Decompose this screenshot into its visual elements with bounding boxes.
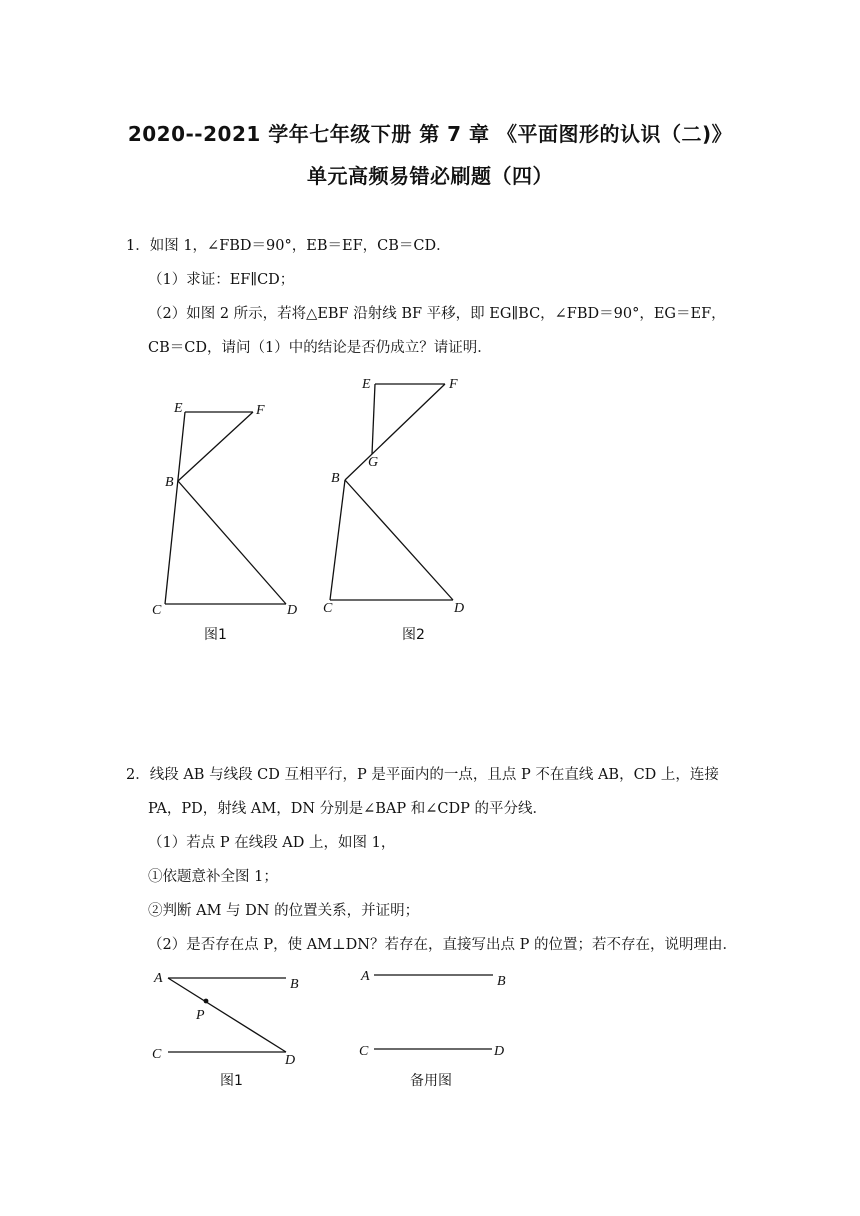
- q2-stem-line2: PA，PD，射线 AM，DN 分别是∠BAP 和∠CDP 的平分线．: [148, 801, 548, 817]
- label-B: B: [331, 471, 340, 486]
- label-C: C: [152, 603, 162, 618]
- label-B: B: [290, 977, 299, 992]
- q1-figure-1: [150, 390, 320, 650]
- segment-EC: [165, 412, 185, 604]
- q2-part2: （2）是否存在点 P，使 AM⊥DN？若存在，直接写出点 P 的位置；若不存在，说明理由．: [148, 937, 737, 953]
- label-D: D: [454, 601, 465, 616]
- caption-fig1: 图1: [220, 1073, 243, 1089]
- segment-FB: [178, 412, 253, 481]
- label-F: F: [256, 403, 265, 418]
- label-D: D: [287, 603, 298, 618]
- caption-backup: 备用图: [410, 1073, 452, 1089]
- segment-BD: [345, 480, 453, 600]
- q2-part1: （1）若点 P 在线段 AD 上，如图 1，: [148, 835, 396, 851]
- point-P: [204, 999, 209, 1004]
- segment-FB: [345, 384, 445, 480]
- segment-EG: [372, 384, 375, 454]
- q1-part2-line1: （2）如图 2 所示，若将△EBF 沿射线 BF 平移，即 EG∥BC，∠FBD＝90°，EG＝EF，: [148, 306, 726, 322]
- segment-AD: [168, 978, 286, 1052]
- page-title-line1: 2020--2021 学年七年级下册 第 7 章 《平面图形的认识（二)》: [127, 122, 733, 146]
- label-C: C: [323, 601, 333, 616]
- label-D: D: [285, 1053, 296, 1068]
- page-title-line2: 单元高频易错必刷题（四）: [307, 164, 553, 188]
- q1-figure-2: [320, 370, 480, 650]
- segment-BD: [178, 481, 286, 604]
- label-C: C: [359, 1044, 369, 1059]
- label-A: A: [361, 969, 370, 984]
- q2-backup-figure: [355, 966, 525, 1096]
- label-E: E: [362, 377, 371, 392]
- label-A: A: [154, 971, 163, 986]
- q2-sub1: ①依题意补全图 1；: [148, 869, 278, 885]
- label-E: E: [174, 401, 183, 416]
- q1-part1: （1）求证：EF∥CD；: [148, 272, 295, 288]
- label-F: F: [449, 377, 458, 392]
- caption-fig2: 图2: [402, 627, 425, 643]
- label-G: G: [368, 455, 379, 470]
- label-B: B: [165, 475, 174, 490]
- q2-stem-line1: 2．线段 AB 与线段 CD 互相平行，P 是平面内的一点，且点 P 不在直线 AB，CD 上，连接: [126, 767, 719, 783]
- q2-figure-1: [150, 966, 320, 1096]
- segment-BC: [330, 480, 345, 600]
- caption-fig1: 图1: [204, 627, 227, 643]
- label-C: C: [152, 1047, 162, 1062]
- label-D: D: [494, 1044, 505, 1059]
- q1-part2-line2: CB＝CD，请问（1）中的结论是否仍成立？请证明．: [148, 340, 492, 356]
- q1-stem: 1．如图 1，∠FBD＝90°，EB＝EF，CB＝CD．: [126, 238, 451, 254]
- label-P: P: [196, 1008, 205, 1023]
- q2-sub2: ②判断 AM 与 DN 的位置关系，并证明；: [148, 903, 420, 919]
- label-B: B: [497, 974, 506, 989]
